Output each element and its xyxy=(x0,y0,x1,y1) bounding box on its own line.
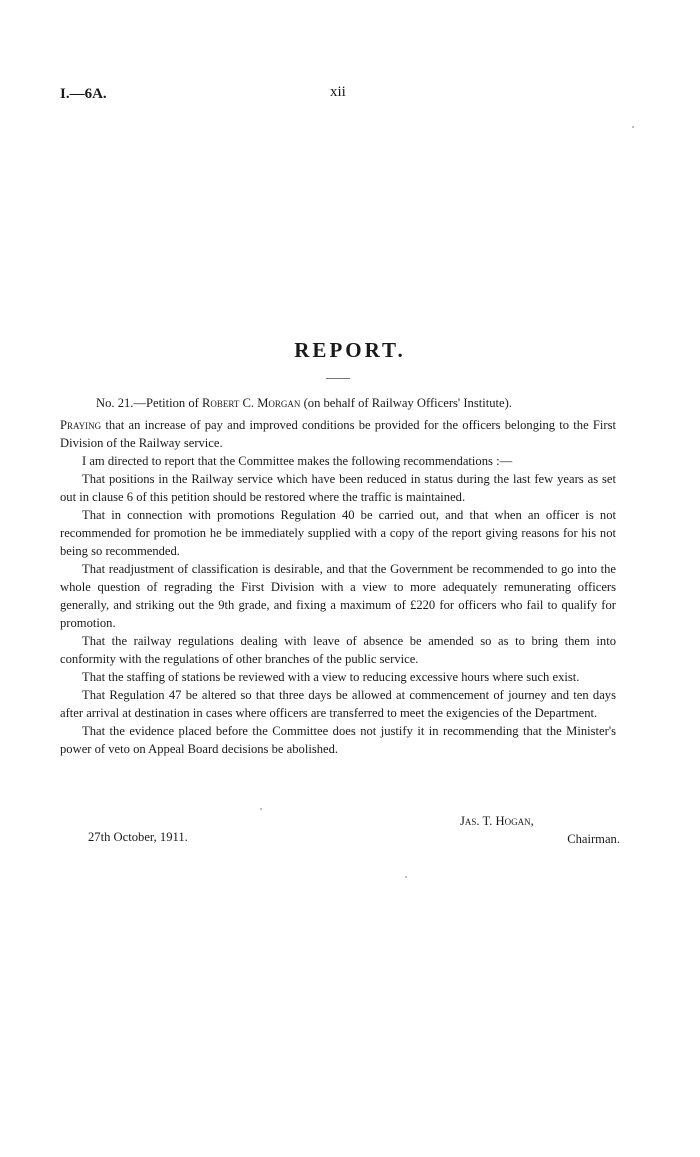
recommendation-intro: I am directed to report that the Committee makes the following recommendations :— xyxy=(82,454,513,468)
report-body xyxy=(60,394,616,758)
chairman-title: Chairman. xyxy=(567,832,620,846)
page-number: xii xyxy=(330,84,346,100)
petition-behalf: (on behalf of Railway Officers' Institute). xyxy=(303,396,512,410)
recommendation-paragraph: That in connection with promotions Regulation 40 be carried out, and that when an officer is not recommended for promotion he be immediately supplied with a copy of the report giving reasons for his not being so recommended. xyxy=(60,508,616,558)
recommendation-paragraph: That the railway regulations dealing with leave of absence be amended so as to bring them into conformity with the regulations of other branches of the public service. xyxy=(60,634,616,666)
recommendation-paragraph: That positions in the Railway service which have been reduced in status during the last few years as set out in clause 6 of this petition should be restored where the traffic is maintained. xyxy=(60,472,616,504)
scan-speck xyxy=(632,126,634,128)
paper-reference: I.—6A. xyxy=(60,86,107,102)
signature-block xyxy=(460,812,620,848)
report-title: REPORT. xyxy=(294,338,406,362)
chairman-name: Jas. T. Hogan, xyxy=(460,814,534,828)
recommendation-paragraph: That Regulation 47 be altered so that three days be allowed at commencement of journey and ten days after arrival at destination in cases where officers are transferred to meet the exigencies of the Department. xyxy=(60,688,616,720)
petition-heading xyxy=(60,394,616,412)
recommendation-paragraph: That the evidence placed before the Committee does not justify it in recommending that the Minister's power of veto on Appeal Board decisions be abolished. xyxy=(60,724,616,756)
report-date: 27th October, 1911. xyxy=(88,830,188,844)
recommendation-paragraph: That the staffing of stations be reviewed with a view to reducing excessive hours where such exist. xyxy=(82,670,580,684)
praying-paragraph xyxy=(60,416,616,452)
scan-speck xyxy=(405,876,407,878)
scan-speck xyxy=(260,808,262,810)
petitioner-name: Robert C. Morgan xyxy=(202,396,301,410)
recommendation-paragraph: That readjustment of classification is desirable, and that the Government be recommended to go into the whole question of regrading the First Division with a view to more adequately remunerating officers generally, and striking out the 9th grade, and fixing a maximum of £220 for officers who fail to qualify for promotion. xyxy=(60,562,616,630)
praying-lead: Praying xyxy=(60,418,102,432)
praying-text: that an increase of pay and improved conditions be provided for the officers belonging to the First Division of the Railway service. xyxy=(60,418,616,450)
petition-number: No. 21.—Petition of xyxy=(96,396,199,410)
title-divider xyxy=(326,378,350,379)
